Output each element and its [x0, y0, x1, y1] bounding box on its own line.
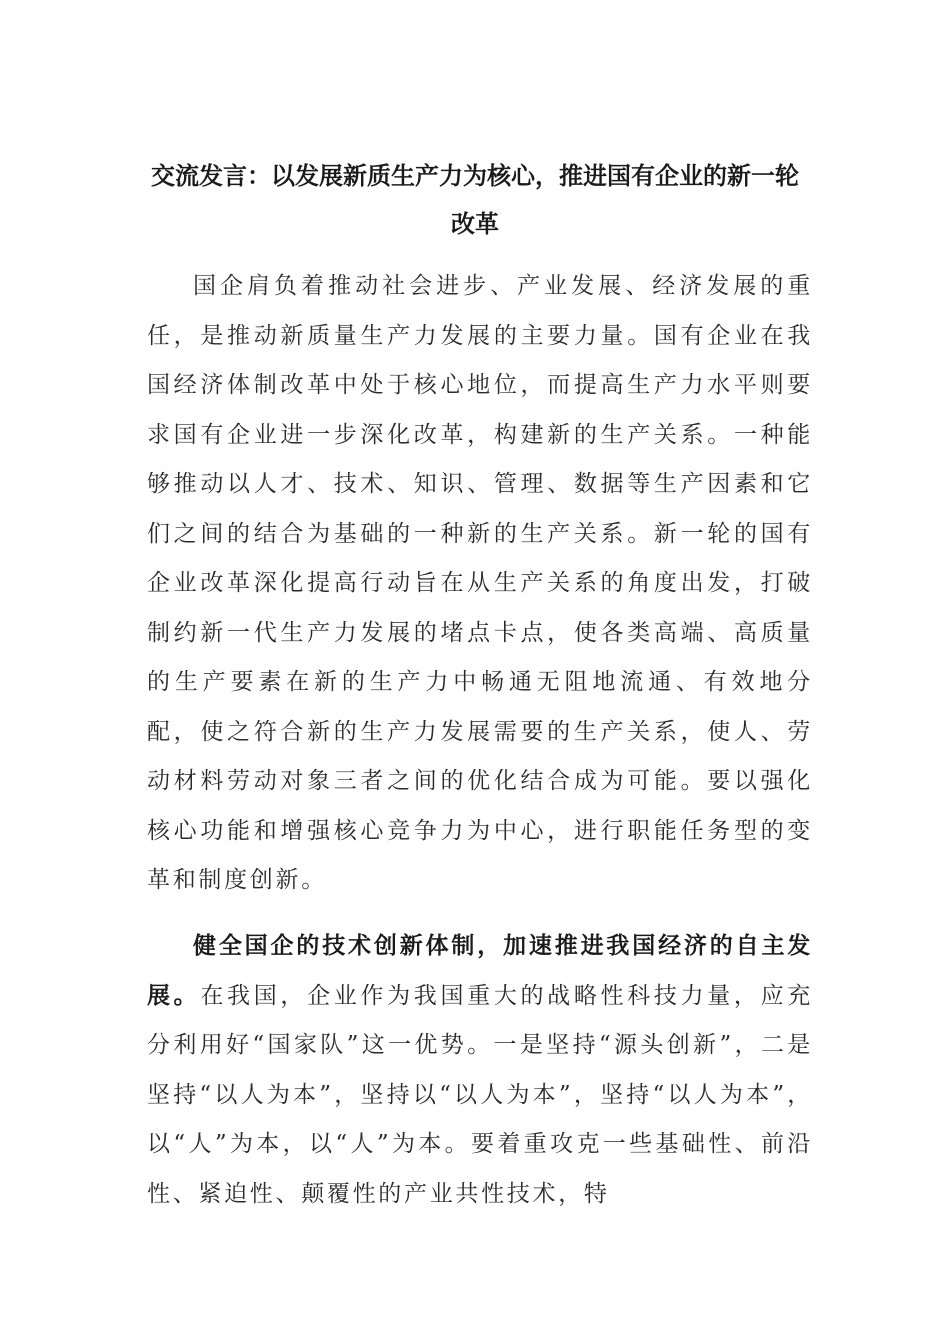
paragraph-text: 在我国，企业作为我国重大的战略性科技力量，应充分利用好“国家队”这一优势。一是坚持“源头创新”，二是坚持“以人为本”，坚持以“以人为本”，坚持“以人为本”，以“人”为本，以“人”为本。要着重攻克一些基础性、前沿性、紧迫性、颠覆性的产业共性技术，特 — [147, 982, 813, 1207]
paragraph-text: 国企肩负着推动社会进步、产业发展、经济发展的重任，是推动新质量生产力发展的主要力量。国有企业在我国经济体制改革中处于核心地位，而提高生产力水平则要求国有企业进一步深化改革，构建新的生产关系。一种能够推动以人才、技术、知识、管理、数据等生产因素和它们之间的结合为基础的一种新的生产关系。新一轮的国有企业改革深化提高行动旨在从生产关系的角度出发，打破制约新一代生产力发展的堵点卡点，使各类高端、高质量的生产要素在新的生产力中畅通无阻地流通、有效地分配，使之符合新的生产力发展需要的生产关系，使人、劳动材料劳动对象三者之间的优化结合成为可能。要以强化核心功能和增强核心竞争力为中心，进行职能任务型的变革和制度创新。 — [147, 273, 813, 893]
document-title: 交流发言：以发展新质生产力为核心，推进国有企业的新一轮改革 — [151, 162, 799, 238]
paragraph-lead: 健全国企的技术创新体制，加速推进我国经济的自主发展。 — [147, 933, 813, 1009]
body-paragraph — [147, 922, 813, 1219]
body-paragraph — [147, 262, 813, 906]
